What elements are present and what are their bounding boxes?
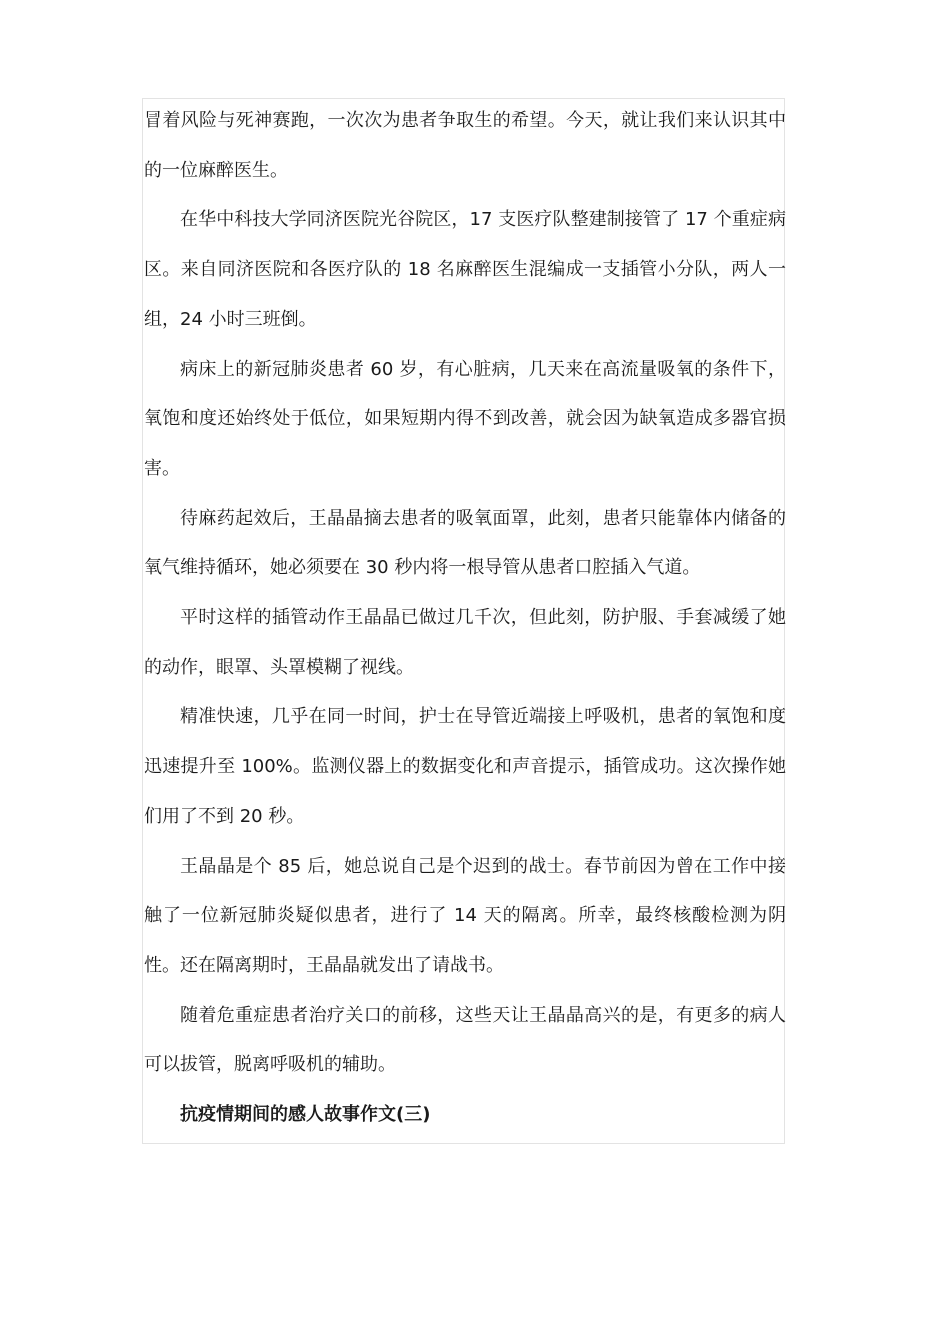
section-heading: 抗疫情期间的感人故事作文(三) (180, 1104, 431, 1126)
paragraph: 冒着风险与死神赛跑，一次次为患者争取生的希望。今天，就让我们来认识其中的一位麻醉医生。 (144, 110, 786, 181)
paragraph: 精准快速，几乎在同一时间，护士在导管近端接上呼吸机，患者的氧饱和度迅速提升至 100%。监测仪器上的数据变化和声音提示，插管成功。这次操作她们用了不到 20 秒。 (144, 706, 786, 827)
paragraph: 待麻药起效后，王晶晶摘去患者的吸氧面罩，此刻，患者只能靠体内储备的氧气维持循环，她必须要在 30 秒内将一根导管从患者口腔插入气道。 (144, 507, 786, 579)
paragraph: 在华中科技大学同济医院光谷院区，17 支医疗队整建制接管了 17 个重症病区。来自同济医院和各医疗队的 18 名麻醉医生混编成一支插管小分队，两人一组，24 小时三班倒。 (144, 209, 786, 330)
paragraph: 王晶晶是个 85 后，她总说自己是个迟到的战士。春节前因为曾在工作中接触了一位新冠肺炎疑似患者，进行了 14 天的隔离。所幸，最终核酸检测为阴性。还在隔离期时，王晶晶就发出了请战书。 (144, 855, 786, 976)
paragraph: 随着危重症患者治疗关口的前移，这些天让王晶晶高兴的是，有更多的病人可以拔管，脱离呼吸机的辅助。 (144, 1004, 786, 1076)
document-body (144, 96, 786, 1140)
paragraph: 病床上的新冠肺炎患者 60 岁，有心脏病，几天来在高流量吸氧的条件下，氧饱和度还始终处于低位，如果短期内得不到改善，就会因为缺氧造成多器官损害。 (144, 358, 786, 479)
paragraph: 平时这样的插管动作王晶晶已做过几千次，但此刻，防护服、手套减缓了她的动作，眼罩、头罩模糊了视线。 (144, 607, 786, 678)
